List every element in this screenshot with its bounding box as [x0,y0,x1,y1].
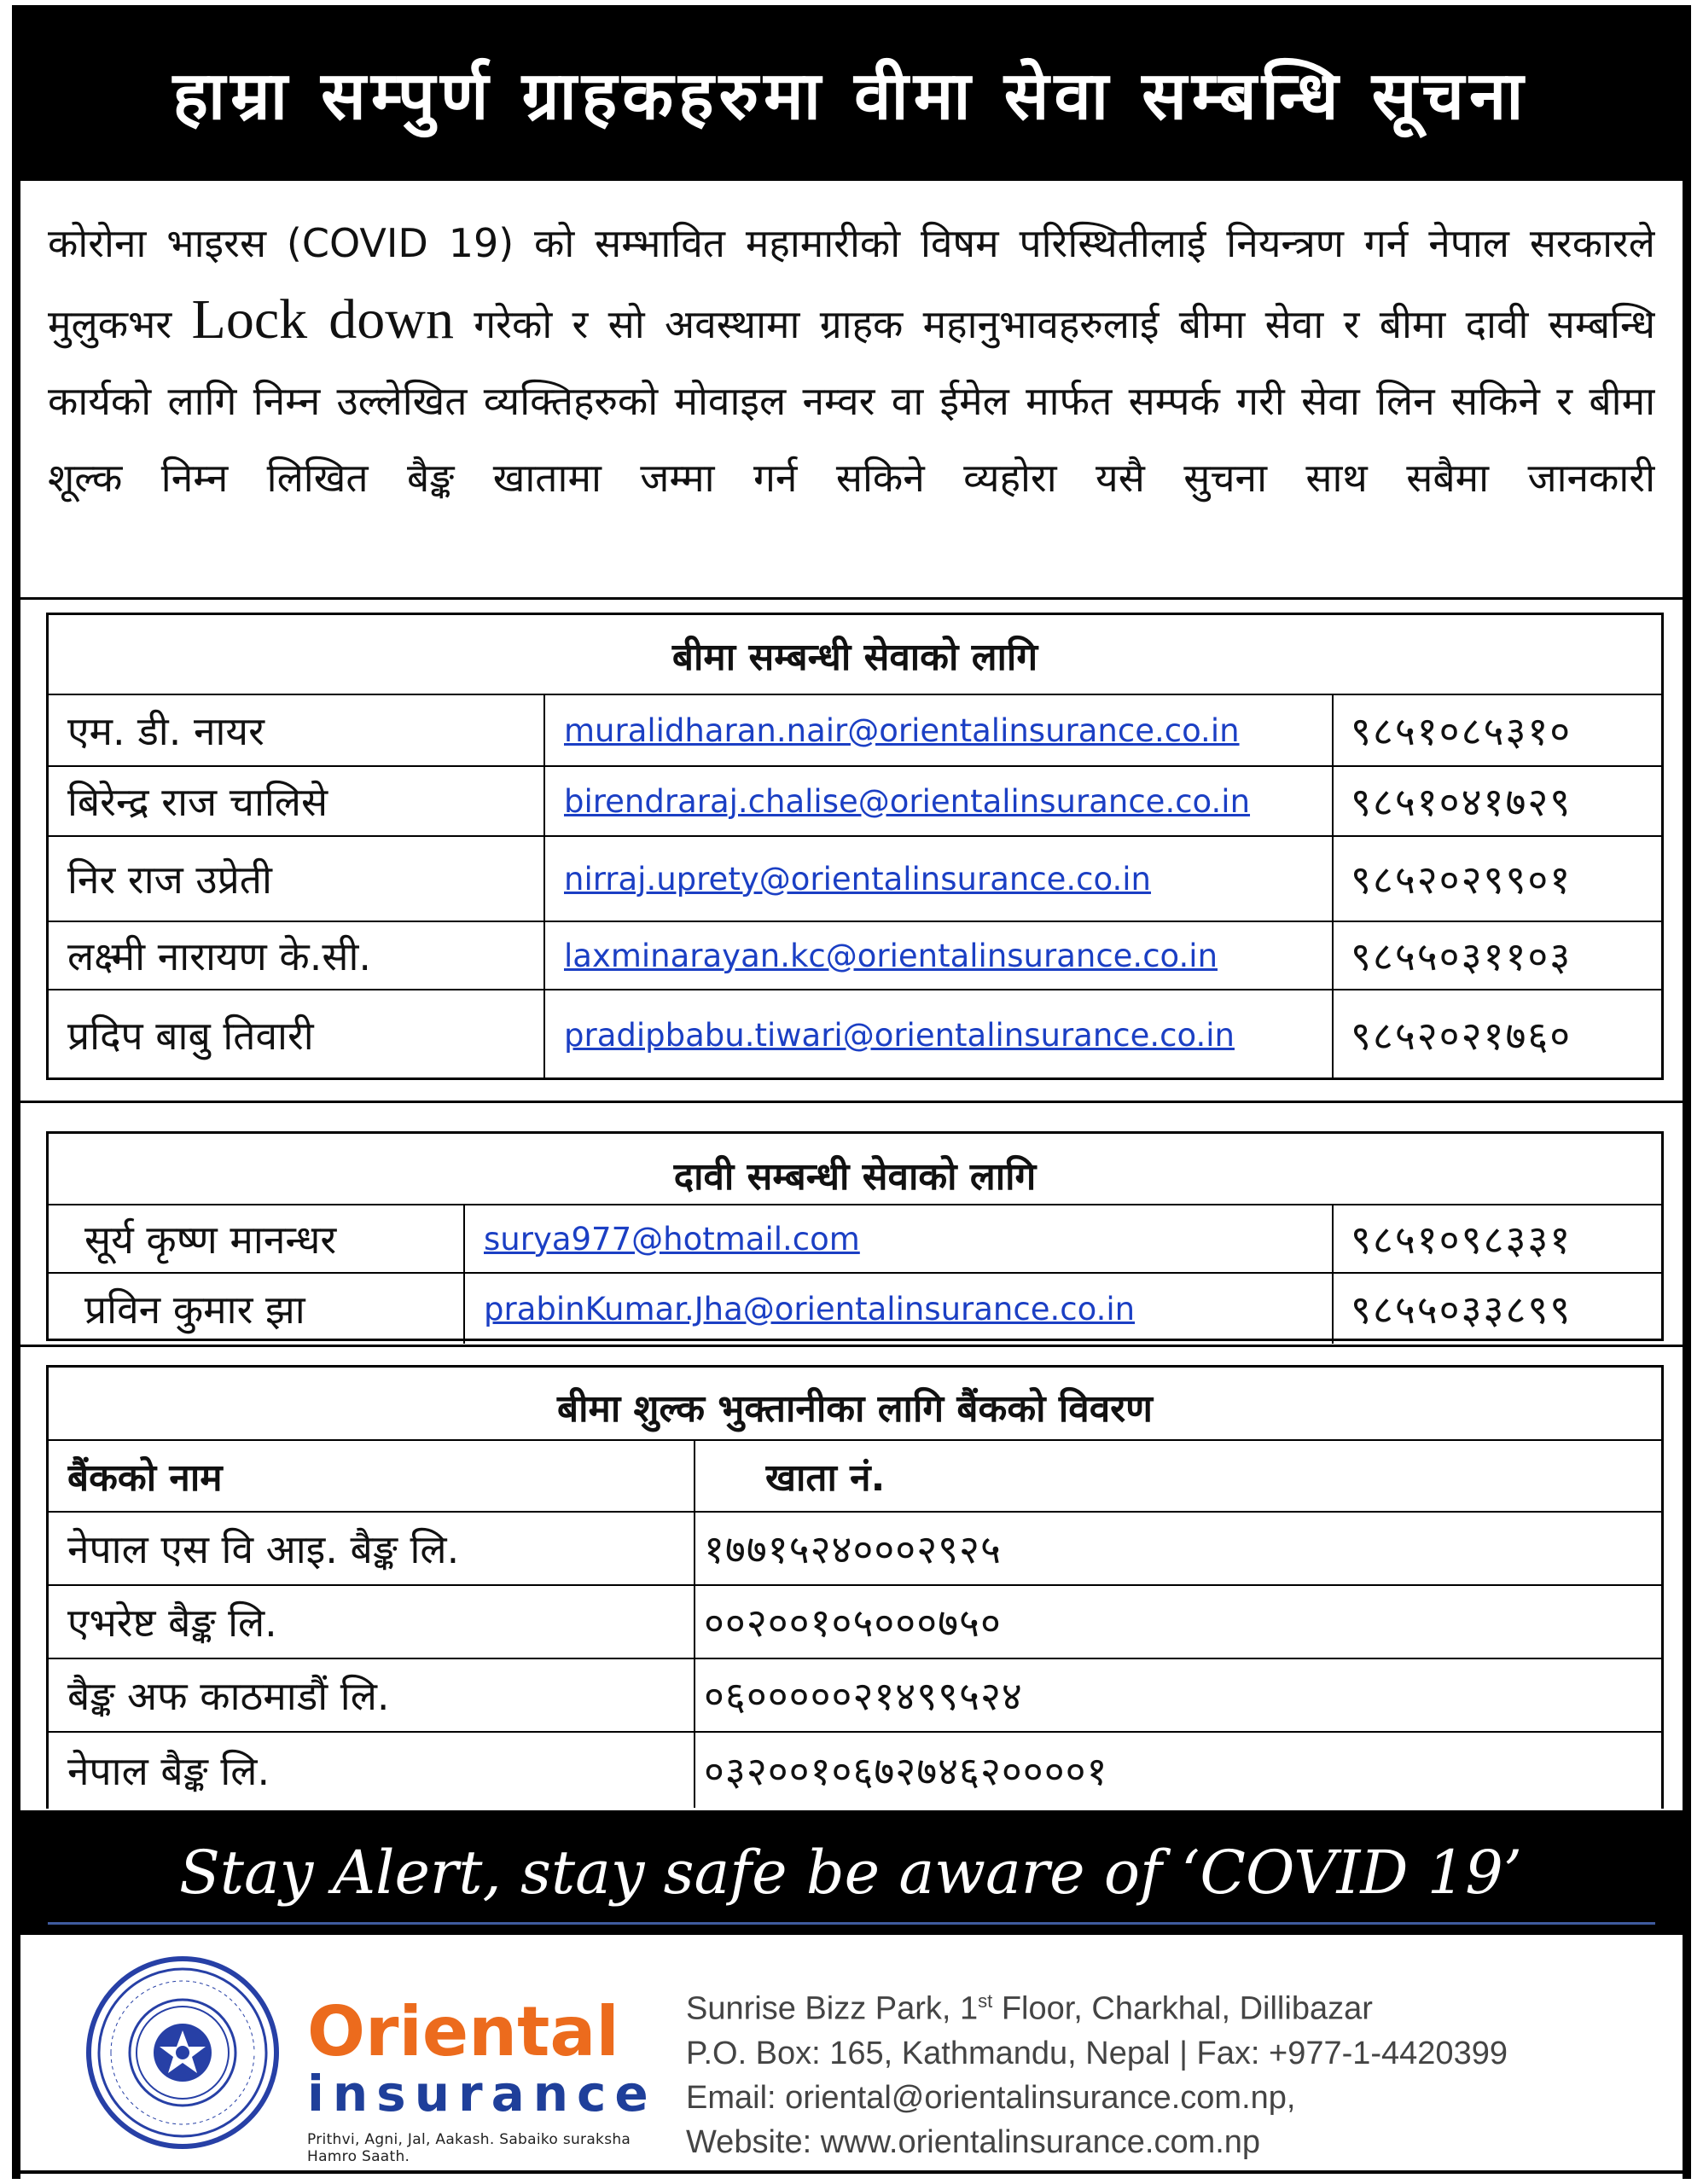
bank-name: नेपाल एस वि आइ. बैङ्क लि. [67,1526,460,1572]
contact-name: सूर्य कृष्ण मानन्धर [84,1217,337,1263]
intro-lockdown: Lock down [191,288,454,351]
contact-name: एम. डी. नायर [67,708,264,754]
contact-name: लक्ष्मी नारायण के.सी. [67,933,372,979]
company-seal-logo [85,1955,280,2150]
account-number-header: खाता नं. [765,1456,886,1500]
divider [20,597,1683,600]
bank-name: बैङ्क अफ काठमाडौं लि. [67,1673,390,1719]
contact-phone: ९८५१०८५३१० [1351,708,1572,754]
address-website: Website: www.orientalinsurance.com.np [686,2123,1261,2160]
insurance-service-title: बीमा सम्बन्धी सेवाको लागि [671,636,1038,679]
slogan-underline [48,1922,1655,1925]
bank-details-table [46,1365,1664,1809]
contact-row [49,1204,1661,1272]
bank-row [49,1658,1661,1731]
floor-ordinal: st [978,1990,993,2012]
company-address [686,1979,1667,2164]
address-line-2: P.O. Box: 165, Kathmandu, Nepal | Fax: +977-1-4420399 [686,2035,1508,2071]
claim-service-title: दावी सम्बन्धी सेवाको लागि [673,1155,1037,1199]
bank-row [49,1511,1661,1584]
contact-name: बिरेन्द्र राज चालिसे [67,779,328,825]
address-street: Sunrise Bizz Park, 1 [686,1990,979,2027]
bank-details-title: बीमा शुल्क भुक्तानीका लागि बैंकको विवरण [556,1387,1153,1431]
slogan-banner: Stay Alert, stay safe be aware of ‘COVID 19’ [12,1810,1689,1935]
contact-email-link[interactable]: surya977@hotmail.com [484,1220,860,1258]
address-email: Email: oriental@orientalinsurance.com.np, [686,2079,1296,2116]
intro-text-2: गरेको र सो अवस्थामा ग्राहक महानुभावहरुलाई बीमा सेवा र बीमा दावी सम्बन्धि कार्यको लागि निम्न उल्लेखित व्यक्तिहरुको मोवाइल नम्वर वा ईमेल मार्फत सम्पर्क गरी सेवा लिन सकिने र बीमा शूल्क निम्न लिखित बैङ्क खातामा जम्मा गर्न सकिने व्यहोरा यसै सुचना साथ सबैमा जानकारी [48,301,1655,501]
contact-phone: ९८५२०२९९०१ [1351,857,1572,903]
contact-phone: ९८५५०३११०३ [1351,933,1572,979]
divider [20,1345,1683,1347]
contact-email-link[interactable]: prabinKumar.Jha@orientalinsurance.co.in [484,1290,1136,1327]
contact-phone: ९८५१०९८३३१ [1351,1217,1572,1263]
insurance-service-table [46,613,1664,1080]
bank-name: नेपाल बैङ्क लि. [67,1748,270,1794]
contact-row [49,1272,1661,1344]
contact-name: प्रविन कुमार झा [84,1287,305,1333]
contact-email-link[interactable]: muralidharan.nair@orientalinsurance.co.in [564,712,1240,749]
brand-tagline: Prithvi, Agni, Jal, Aakash. Sabaiko suraksha Hamro Saath. [307,2131,631,2165]
contact-name: निर राज उप्रेती [67,857,272,903]
bank-name-header: बैंकको नाम [67,1456,223,1500]
claim-service-table [46,1131,1664,1341]
contact-email-link[interactable]: birendraraj.chalise@orientalinsurance.co.in [564,782,1251,820]
bank-name: एभरेष्ट बैङ्क लि. [67,1600,277,1646]
account-number: १७७१५२४०००२९२५ [704,1526,1002,1572]
bank-row [49,1731,1661,1808]
intro-text-1: कोरोना भाइरस (COVID 19) को सम्भावित महामारीको विषम परिस्थितीलाई नियन्त्रण गर्न नेपाल सरकारले मुलुकभर [48,220,1655,347]
contact-email-link[interactable]: laxminarayan.kc@orientalinsurance.co.in [564,937,1218,974]
brand-subtitle: insurance [307,2065,657,2123]
bank-header-row [49,1439,1661,1511]
brand-block [307,1992,657,2165]
contact-name: प्रदिप बाबु तिवारी [67,1013,314,1059]
contact-email-link[interactable]: pradipbabu.tiwari@orientalinsurance.co.in [564,1016,1235,1054]
contact-phone: ९८५२०२१७६० [1351,1013,1572,1059]
intro-paragraph [48,205,1655,580]
address-line-1 [686,1979,1667,2031]
contact-phone: ९८५५०३३८९९ [1351,1287,1572,1333]
notice-title: हाम्रा सम्पुर्ण ग्राहकहरुमा वीमा सेवा सम्बन्धि सूचना [12,5,1689,181]
contact-row [49,835,1661,921]
account-number: ०६०००००२१४९९५२४ [704,1673,1023,1719]
contact-row [49,765,1661,835]
contact-email-link[interactable]: nirraj.uprety@orientalinsurance.co.in [564,860,1152,897]
address-locality: Floor, Charkhal, Dillibazar [992,1990,1373,2027]
bank-row [49,1584,1661,1658]
contact-row [49,921,1661,989]
contact-row [49,694,1661,765]
divider [20,1101,1683,1103]
account-number: ००२००१०५०००७५० [704,1600,1002,1646]
brand-name: Oriental [307,1992,619,2071]
contact-row [49,989,1661,1079]
account-number: ०३२००१०६७२७४६२००००१ [704,1748,1108,1794]
contact-phone: ९८५१०४१७२९ [1351,779,1572,825]
